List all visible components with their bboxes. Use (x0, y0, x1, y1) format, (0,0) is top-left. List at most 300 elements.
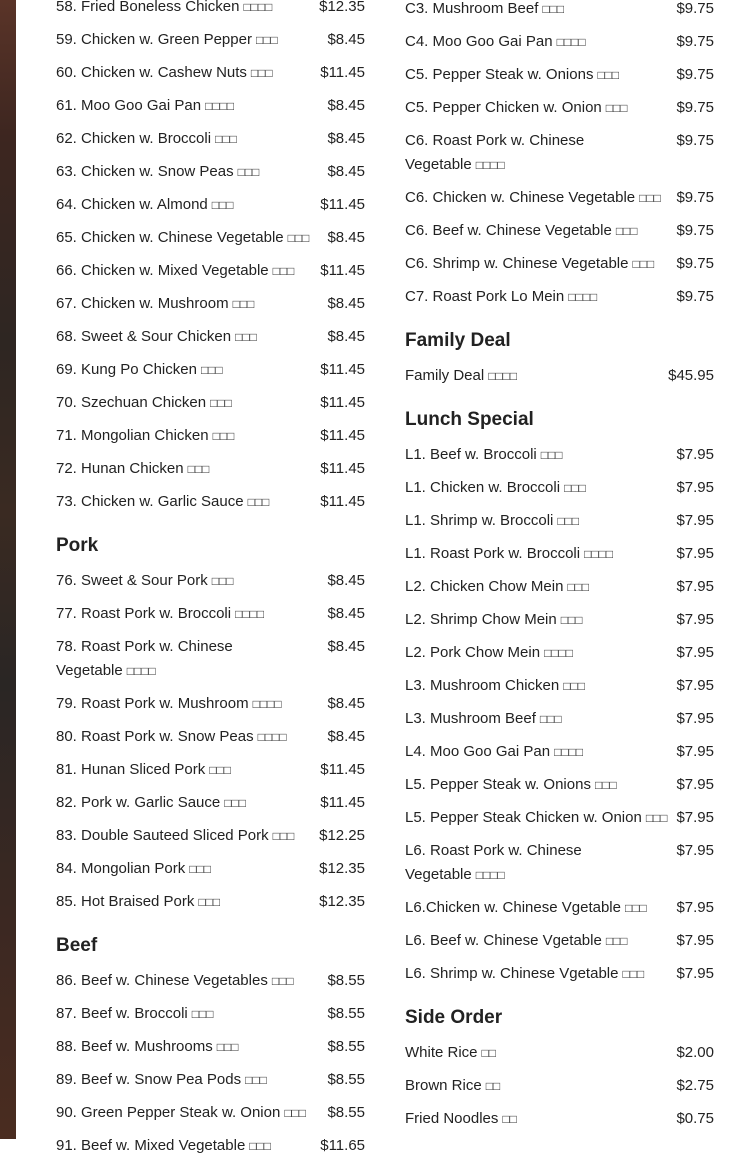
menu-item-price: $9.75 (676, 32, 714, 50)
menu-item-label: C6. Chicken w. Chinese Vegetable (405, 188, 636, 206)
menu-item-price: $9.75 (676, 221, 714, 239)
menu-item-label: L3. Mushroom Beef (405, 709, 536, 727)
menu-item[interactable] (405, 504, 714, 537)
menu-item-price: $7.95 (676, 610, 714, 628)
menu-item-price: $7.95 (676, 964, 714, 982)
menu-item-chinese-name: □□□ (216, 1039, 239, 1054)
menu-item-name (405, 476, 674, 500)
menu-item[interactable] (405, 735, 714, 768)
menu-item-price: $9.75 (676, 188, 714, 206)
menu-item[interactable] (56, 753, 365, 786)
menu-item[interactable] (56, 56, 365, 89)
menu-item-label: 69. Kung Po Chicken (56, 360, 197, 378)
menu-item-name (405, 186, 674, 210)
menu-item-name (405, 1074, 674, 1098)
menu-item-label: L3. Mushroom Chicken (405, 676, 560, 694)
menu-item-chinese-name: □□□ (605, 933, 628, 948)
menu-item[interactable] (56, 188, 365, 221)
menu-item-label: C5. Pepper Steak w. Onions (405, 65, 594, 83)
menu-item[interactable] (56, 353, 365, 386)
menu-item-name (56, 602, 325, 626)
menu-item-price: $8.45 (327, 228, 365, 246)
menu-item-price: $11.65 (320, 1136, 365, 1154)
menu-item-label: 85. Hot Braised Pork (56, 892, 195, 910)
menu-item-chinese-name: □□□ (247, 494, 270, 509)
menu-item-name (405, 575, 674, 599)
menu-item-label: 89. Beef w. Snow Pea Pods (56, 1070, 242, 1088)
menu-item-chinese-name: □□ (481, 1045, 497, 1060)
menu-item-chinese-name: □□□ (567, 579, 590, 594)
menu-item[interactable] (56, 687, 365, 720)
menu-item-name (405, 896, 674, 920)
menu-item-label: 86. Beef w. Chinese Vegetables (56, 971, 268, 989)
menu-item-label: C7. Roast Pork Lo Mein (405, 287, 565, 305)
menu-item-name (405, 839, 674, 887)
menu-item-label: L1. Shrimp w. Broccoli (405, 511, 554, 529)
menu-item-chinese-name: □□□□ (488, 368, 518, 383)
menu-item[interactable] (405, 570, 714, 603)
menu-item[interactable] (405, 471, 714, 504)
menu-column-left (56, 0, 365, 1162)
menu-item-price: $9.75 (676, 65, 714, 83)
menu-item-chinese-name: □□□ (271, 973, 294, 988)
menu-item-label: L1. Chicken w. Broccoli (405, 478, 561, 496)
menu-item-label: 81. Hunan Sliced Pork (56, 760, 206, 778)
menu-item-price: $9.75 (676, 287, 714, 305)
menu-item-label: C5. Pepper Chicken w. Onion (405, 98, 602, 116)
menu-item-label: 79. Roast Pork w. Mushroom (56, 694, 249, 712)
menu-item-label: 90. Green Pepper Steak w. Onion (56, 1103, 281, 1121)
menu-item[interactable] (56, 122, 365, 155)
menu-item[interactable] (405, 957, 714, 990)
menu-item-price: $11.45 (320, 426, 365, 444)
menu-item-name (405, 962, 674, 986)
menu-item-chinese-name: □□□ (249, 1138, 272, 1153)
menu-item-label: 78. Roast Pork w. Chinese Vegetable (56, 637, 233, 679)
menu-item-label: 77. Roast Pork w. Broccoli (56, 604, 232, 622)
menu-item-name (405, 96, 674, 120)
menu-item-name (56, 1035, 325, 1059)
menu-item-price: $9.75 (676, 131, 714, 149)
menu-item-name (405, 509, 674, 533)
menu-item-name (56, 160, 325, 184)
menu-item-label: L2. Shrimp Chow Mein (405, 610, 557, 628)
menu-item[interactable] (405, 438, 714, 471)
menu-item-name (56, 758, 318, 782)
menu-item-name (56, 1134, 318, 1158)
menu-item-label: L5. Pepper Steak w. Onions (405, 775, 591, 793)
menu-item-chinese-name: □□□ (245, 1072, 267, 1087)
menu-item-chinese-name: □□□ (563, 678, 585, 693)
menu-item-name (56, 824, 317, 848)
menu-item-label: 62. Chicken w. Broccoli (56, 129, 212, 147)
section-title-lunch-special: Lunch Special (405, 409, 534, 430)
menu-item[interactable] (405, 702, 714, 735)
menu-item[interactable] (405, 768, 714, 801)
menu-item-name (405, 63, 674, 87)
menu-item-name (56, 457, 318, 481)
menu-item-chinese-name: □□□□ (556, 34, 586, 49)
menu-item[interactable] (56, 0, 365, 23)
menu-item-name (405, 806, 674, 830)
menu-item-label: L5. Pepper Steak Chicken w. Onion (405, 808, 642, 826)
menu-item-name (56, 226, 325, 250)
menu-item-price: $0.75 (676, 1109, 714, 1127)
menu-item-label: 88. Beef w. Mushrooms (56, 1037, 213, 1055)
menu-item-chinese-name: □□□ (255, 32, 278, 47)
menu-item-name (56, 569, 325, 593)
menu-column-right (405, 0, 714, 1135)
menu-item-price: $7.95 (676, 478, 714, 496)
menu-item-label: L6. Beef w. Chinese Vgetable (405, 931, 602, 949)
menu-item-price: $7.95 (676, 841, 714, 859)
menu-item-price: $8.45 (327, 571, 365, 589)
menu-item-chinese-name: □□□ (187, 461, 210, 476)
menu-item-name (56, 94, 325, 118)
menu-item-chinese-name: □□□ (597, 67, 620, 82)
menu-item-name (405, 219, 674, 243)
menu-item-label: 65. Chicken w. Chinese Vegetable (56, 228, 284, 246)
menu-item-price: $8.55 (327, 1070, 365, 1088)
menu-item-chinese-name: □□□ (615, 223, 638, 238)
menu-item-name (56, 127, 325, 151)
menu-item-price: $12.35 (319, 0, 365, 15)
menu-item[interactable] (56, 254, 365, 287)
menu-item-label: 71. Mongolian Chicken (56, 426, 209, 444)
menu-item-price: $7.95 (676, 775, 714, 793)
menu-item[interactable] (56, 964, 365, 997)
menu-item-label: 73. Chicken w. Garlic Sauce (56, 492, 244, 510)
menu-item[interactable] (56, 997, 365, 1030)
menu-item-price: $11.45 (320, 459, 365, 477)
menu-item-name (56, 969, 325, 993)
menu-item-price: $45.95 (668, 366, 714, 384)
menu-item[interactable] (56, 885, 365, 918)
menu-item[interactable] (56, 1063, 365, 1096)
menu-item-name (56, 61, 318, 85)
menu-item[interactable] (405, 834, 714, 891)
menu-item-label: 63. Chicken w. Snow Peas (56, 162, 234, 180)
menu-item-name (405, 929, 674, 953)
menu-item-label: L2. Chicken Chow Mein (405, 577, 564, 595)
menu-item-label: C6. Beef w. Chinese Vegetable (405, 221, 612, 239)
menu-item-chinese-name: □□□□ (243, 0, 273, 14)
menu-item-label: 68. Sweet & Sour Chicken (56, 327, 232, 345)
menu-item-chinese-name: □□□ (540, 447, 563, 462)
menu-item-label: L6. Shrimp w. Chinese Vgetable (405, 964, 619, 982)
menu-item-price: $2.00 (676, 1043, 714, 1061)
menu-item[interactable] (405, 0, 714, 25)
menu-item-name (405, 443, 674, 467)
menu-item[interactable] (56, 720, 365, 753)
menu-item[interactable] (405, 603, 714, 636)
menu-item[interactable] (405, 181, 714, 214)
menu-item-chinese-name: □□□□ (554, 744, 584, 759)
menu-item-name (56, 391, 318, 415)
menu-item-name (405, 542, 674, 566)
menu-item-price: $2.75 (676, 1076, 714, 1094)
menu-item-chinese-name: □□□□ (544, 645, 574, 660)
menu-item[interactable] (405, 25, 714, 58)
menu-item-label: 60. Chicken w. Cashew Nuts (56, 63, 247, 81)
menu-item-price: $8.55 (327, 1037, 365, 1055)
menu-item-chinese-name: □□□ (539, 711, 562, 726)
menu-item-chinese-name: □□□ (210, 395, 232, 410)
menu-item-price: $8.55 (327, 971, 365, 989)
menu-item-chinese-name: □□□ (189, 861, 211, 876)
menu-item-chinese-name: □□□ (594, 777, 617, 792)
menu-item-chinese-name: □□□□ (584, 546, 614, 561)
background-photo-strip (0, 0, 16, 1139)
menu-item-name (56, 193, 318, 217)
menu-item-chinese-name: □□□□ (475, 157, 505, 172)
menu-item-price: $11.45 (320, 195, 365, 213)
menu-item-name (56, 424, 318, 448)
menu-item[interactable] (405, 1036, 714, 1069)
menu-item-price: $11.45 (320, 360, 365, 378)
menu-item[interactable] (56, 485, 365, 518)
menu-item-label: 83. Double Sauteed Sliced Pork (56, 826, 269, 844)
menu-item-label: 61. Moo Goo Gai Pan (56, 96, 202, 114)
menu-item-label: C6. Roast Pork w. Chinese Vegetable (405, 131, 585, 173)
menu-item-price: $11.45 (320, 793, 365, 811)
menu-item[interactable] (56, 89, 365, 122)
menu-item-label: L6.Chicken w. Chinese Vgetable (405, 898, 621, 916)
menu-item-name (405, 30, 674, 54)
menu-item-price: $9.75 (676, 254, 714, 272)
menu-item-label: 76. Sweet & Sour Pork (56, 571, 208, 589)
menu-item[interactable] (405, 124, 714, 181)
menu-item-chinese-name: □□□ (198, 894, 221, 909)
menu-item[interactable] (405, 359, 714, 392)
menu-item-name (56, 791, 318, 815)
menu-item-price: $7.95 (676, 643, 714, 661)
menu-item-chinese-name: □□□ (211, 573, 234, 588)
menu-item-price: $9.75 (676, 0, 714, 17)
menu-item[interactable] (405, 537, 714, 570)
menu-item-price: $8.55 (327, 1004, 365, 1022)
menu-item-chinese-name: □□□ (632, 256, 655, 271)
menu-item-chinese-name: □□□ (200, 362, 223, 377)
menu-item-name (405, 364, 666, 388)
menu-item-label: 70. Szechuan Chicken (56, 393, 207, 411)
menu-item-label: C4. Moo Goo Gai Pan (405, 32, 553, 50)
menu-item-chinese-name: □□□ (224, 795, 246, 810)
menu-item-chinese-name: □□□ (209, 762, 232, 777)
menu-item-name (56, 1068, 325, 1092)
menu-item-name (405, 1041, 674, 1065)
menu-item-name (405, 707, 674, 731)
menu-item-name (405, 674, 674, 698)
menu-item-chinese-name: □□□ (211, 197, 234, 212)
menu-item-name (56, 490, 318, 514)
menu-item-label: White Rice (405, 1043, 478, 1061)
menu-item[interactable] (56, 155, 365, 188)
menu-item-name (405, 252, 674, 276)
menu-item-label: C6. Shrimp w. Chinese Vegetable (405, 254, 629, 272)
menu-item-name (56, 325, 325, 349)
menu-item-label: 80. Roast Pork w. Snow Peas (56, 727, 254, 745)
menu-item-name (56, 0, 317, 19)
menu-item-chinese-name: □□□ (542, 1, 565, 16)
menu-item-chinese-name: □□□□ (126, 663, 156, 678)
menu-item-name (405, 740, 674, 764)
menu-item-price: $8.45 (327, 96, 365, 114)
menu-item[interactable] (56, 1030, 365, 1063)
menu-item-name (56, 857, 317, 881)
menu-item-name (56, 1101, 325, 1125)
menu-item[interactable] (56, 630, 365, 687)
menu-item[interactable] (405, 214, 714, 247)
menu-item-chinese-name: □□□ (645, 810, 668, 825)
menu-item-name (56, 725, 325, 749)
menu-item[interactable] (56, 320, 365, 353)
menu-item[interactable] (405, 801, 714, 834)
menu-item[interactable] (56, 819, 365, 852)
menu-item-label: L6. Roast Pork w. Chinese Vegetable (405, 841, 582, 883)
menu-item[interactable] (405, 280, 714, 313)
menu-item-price: $8.45 (327, 727, 365, 745)
menu-item-name (405, 641, 674, 665)
menu-item-price: $11.45 (320, 261, 365, 279)
menu-item-label: 87. Beef w. Broccoli (56, 1004, 188, 1022)
menu-item-label: L1. Beef w. Broccoli (405, 445, 537, 463)
menu-item[interactable] (56, 386, 365, 419)
menu-item-price: $7.95 (676, 808, 714, 826)
menu-item-price: $11.45 (320, 492, 365, 510)
section-title-side-order: Side Order (405, 1007, 503, 1028)
section-title-beef: Beef (56, 935, 98, 956)
menu-item-chinese-name: □□□□ (252, 696, 282, 711)
menu-item-chinese-name: □□□ (560, 612, 583, 627)
menu-item-name (56, 259, 318, 283)
menu-item-price: $12.35 (319, 892, 365, 910)
menu-item-chinese-name: □□□ (624, 900, 647, 915)
menu-item-label: 59. Chicken w. Green Pepper (56, 30, 252, 48)
menu-item-name (405, 1107, 674, 1131)
menu-item-label: L2. Pork Chow Mein (405, 643, 541, 661)
menu-item[interactable] (56, 1096, 365, 1129)
menu-item-price: $7.95 (676, 931, 714, 949)
menu-item[interactable] (56, 419, 365, 452)
menu-item-price: $8.45 (327, 694, 365, 712)
menu-item[interactable] (405, 636, 714, 669)
menu-item-chinese-name: □□□ (557, 513, 580, 528)
menu-item-chinese-name: □□□ (235, 329, 257, 344)
menu-item-price: $8.45 (327, 30, 365, 48)
menu-item-chinese-name: □□□□ (475, 867, 505, 882)
menu-item-label: Brown Rice (405, 1076, 482, 1094)
menu-item-chinese-name: □□ (502, 1111, 517, 1126)
menu-item-chinese-name: □□□ (272, 263, 295, 278)
menu-item-price: $7.95 (676, 676, 714, 694)
menu-item-price: $7.95 (676, 898, 714, 916)
menu-item-price: $8.45 (327, 294, 365, 312)
menu-item-price: $7.95 (676, 544, 714, 562)
menu-item-price: $9.75 (676, 98, 714, 116)
menu-item-price: $8.45 (327, 129, 365, 147)
menu-item-label: C3. Mushroom Beef (405, 0, 539, 17)
menu-item[interactable] (56, 1129, 365, 1162)
menu-item-chinese-name: □□□ (622, 966, 645, 981)
menu-item-price: $8.45 (327, 604, 365, 622)
menu-item[interactable] (405, 58, 714, 91)
menu-item-chinese-name: □□□□ (257, 729, 287, 744)
menu-item-label: 72. Hunan Chicken (56, 459, 184, 477)
menu-item[interactable] (56, 221, 365, 254)
menu-item-chinese-name: □□□ (284, 1105, 307, 1120)
section-title-pork: Pork (56, 535, 99, 556)
menu-item-label: 67. Chicken w. Mushroom (56, 294, 229, 312)
menu-item-price: $8.45 (327, 162, 365, 180)
menu-item[interactable] (405, 891, 714, 924)
menu-item[interactable] (56, 597, 365, 630)
menu-item-chinese-name: □□□ (272, 828, 295, 843)
menu-item-label: 82. Pork w. Garlic Sauce (56, 793, 221, 811)
menu-item-name (56, 692, 325, 716)
menu-item-chinese-name: □□□□ (235, 606, 265, 621)
menu-item-chinese-name: □□□ (639, 190, 661, 205)
menu-item-name (56, 635, 325, 683)
menu-item-price: $7.95 (676, 709, 714, 727)
menu-item[interactable] (405, 1102, 714, 1135)
menu-item-name (405, 0, 674, 21)
menu-item-price: $12.25 (319, 826, 365, 844)
menu-item[interactable] (56, 852, 365, 885)
menu-item-chinese-name: □□□ (191, 1006, 214, 1021)
menu-item-price: $7.95 (676, 742, 714, 760)
menu-item-price: $8.45 (327, 327, 365, 345)
menu-item[interactable] (405, 91, 714, 124)
menu-item[interactable] (405, 1069, 714, 1102)
menu-item[interactable] (56, 452, 365, 485)
menu-item-label: 91. Beef w. Mixed Vegetable (56, 1136, 246, 1154)
menu-item-name (56, 28, 325, 52)
menu-item-price: $11.45 (320, 63, 365, 81)
menu-item[interactable] (405, 669, 714, 702)
menu-item[interactable] (56, 287, 365, 320)
menu-item-price: $8.45 (327, 637, 365, 655)
menu-item-name (405, 285, 674, 309)
menu-item-name (56, 292, 325, 316)
menu-item-label: 64. Chicken w. Almond (56, 195, 208, 213)
menu-item[interactable] (56, 23, 365, 56)
menu-item-chinese-name: □□□ (287, 230, 310, 245)
menu-item[interactable] (56, 786, 365, 819)
menu-item-chinese-name: □□□□ (205, 98, 235, 113)
menu-item-chinese-name: □□ (485, 1078, 501, 1093)
menu-item-chinese-name: □□□ (212, 428, 235, 443)
menu-item-label: Fried Noodles (405, 1109, 499, 1127)
menu-item-price: $11.45 (320, 393, 365, 411)
menu-item-chinese-name: □□□ (250, 65, 273, 80)
menu-item[interactable] (405, 924, 714, 957)
menu-item-name (405, 773, 674, 797)
menu-item-chinese-name: □□□ (232, 296, 255, 311)
menu-item-name (56, 890, 317, 914)
menu-item-price: $11.45 (320, 760, 365, 778)
menu-item[interactable] (405, 247, 714, 280)
menu-item-label: L1. Roast Pork w. Broccoli (405, 544, 581, 562)
menu-item-price: $7.95 (676, 445, 714, 463)
menu-item-price: $8.55 (327, 1103, 365, 1121)
menu-item-name (56, 1002, 325, 1026)
menu-item-name (56, 358, 318, 382)
menu-item-label: 58. Fried Boneless Chicken (56, 0, 240, 15)
menu-item-chinese-name: □□□ (605, 100, 628, 115)
menu-item[interactable] (56, 564, 365, 597)
menu-item-chinese-name: □□□ (564, 480, 586, 495)
